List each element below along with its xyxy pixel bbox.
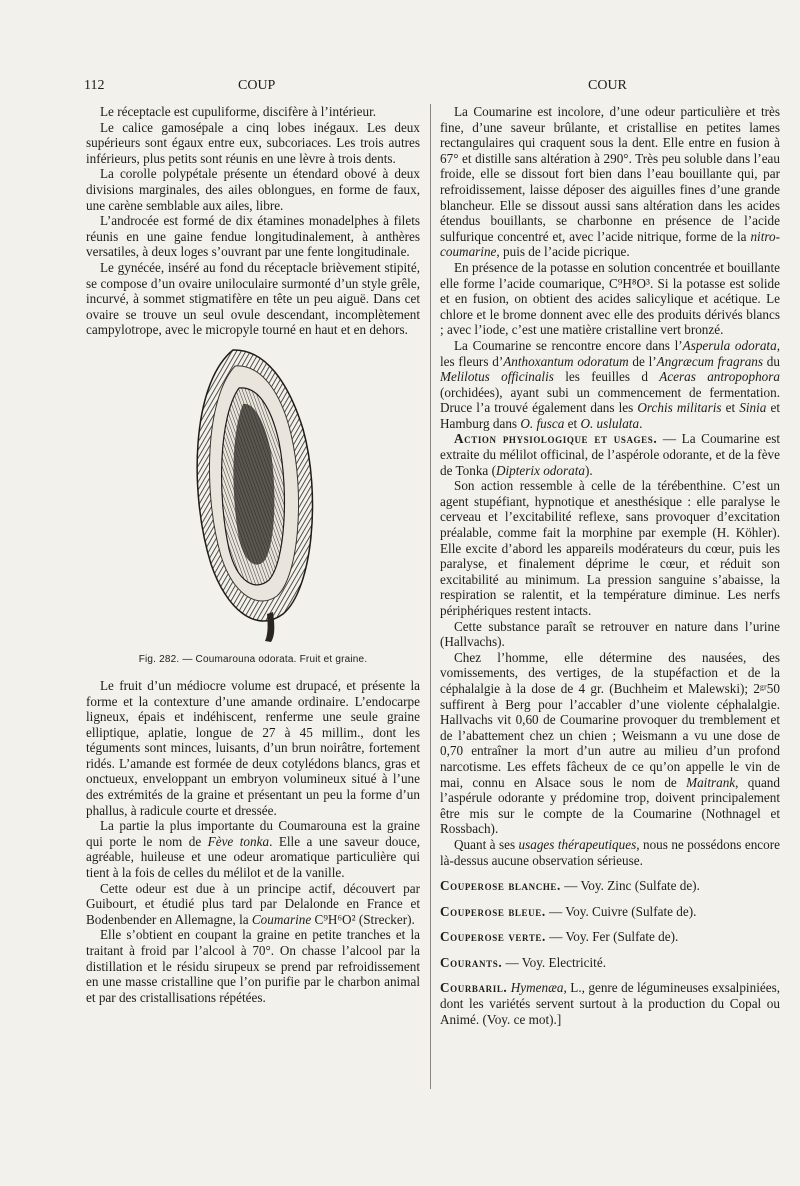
figure-282 xyxy=(86,344,420,674)
running-head-right: COUR xyxy=(588,78,627,93)
left-column xyxy=(86,104,420,1005)
paragraph: La Coumarine se rencontre encore dans l’Asperula odorata, les fleurs d’Anthoxantum odoratum de l’Angræcum fragrans du Melilotus officinalis les feuilles d Aceras antropophora (orchidées), ayant subi un commencement de fermentation. Druce l’a trouvé également dans les Orchis militaris et Sinia et Hamburg dans O. fusca et O. uslulata. xyxy=(440,337,780,431)
running-head-left: COUP xyxy=(238,78,276,93)
figure-caption: Fig. 282. — Coumarouna odorata. Fruit et graine. xyxy=(138,653,368,665)
dictionary-entry: Courbaril. Hymenæa, L., genre de légumineuses exsalpiniées, dont les variétés servent surtout à la production du Copal ou Animé. (Voy. ce mot).] xyxy=(440,980,780,1027)
paragraph: Cette odeur est due à un principe actif, découvert par Guibourt, et étudié plus tard par Delalonde en France et Bodenbender en Allemagne, la Coumarine C⁹H⁶O² (Strecker). xyxy=(86,880,420,927)
page-number: 112 xyxy=(84,78,105,93)
paragraph: Chez l’homme, elle détermine des nausées, des vomissements, des vertiges, de la stupéfaction et de la céphalalgie à la dose de 4 gr. (Buchheim et Malewski); 2ᵍʳ50 suffirent à Berg pour l’accabler d’une violente céphalalgie. Hallvachs vit 0,60 de Coumarine provoquer du tremblement et de l’abattement chez un chien ; Weismann a vu une dose de 0,70 entraîner la mort d’un autre au milieu d’un profond narcotisme. Les effets fâcheux de ce qu’on appelle le vin de mai, connu en Alsace sous le nom de Maitrank, quand l’aspérule odorante y prédomine trop, doivent principalement être mis sur le compte de la Coumarine (Nothnagel et Rossbach). xyxy=(440,649,780,837)
paragraph: Quant à ses usages thérapeutiques, nous ne possédons encore là-dessus aucune observation sérieuse. xyxy=(440,836,780,868)
paragraph: La Coumarine est incolore, d’une odeur particulière et très fine, d’une saveur brûlante, et cristallise en petites lames rectangulaires qui craquent sous la dent. Elle entre en fusion à 67° et distille sans altération à 290°. Très peu soluble dans l’eau froide, elle se dissout fort bien dans l’eau bouillante qui, par refroidissement, laisse déposer des aiguilles fines d’une grande blancheur. Elle se dissout aussi sans altération dans les acides étendus bouillants, se charbonne en présence de l’acide sulfurique concentré et, avec l’acide nitrique, forme de la nitro-coumarine, puis de l’acide picrique. xyxy=(440,104,780,260)
column-divider xyxy=(430,104,431,1089)
dictionary-entry: Couperose blanche. — Voy. Zinc (Sulfate de). xyxy=(440,878,700,894)
paragraph: L’androcée est formé de dix étamines monadelphes à filets réunis en une gaine fendue longitudinalement, à anthères versatiles, à deux loges s’ouvrant par une fente longitudinale. xyxy=(86,213,420,260)
page-header xyxy=(0,78,800,98)
paragraph: La corolle polypétale présente un étendard obové à deux divisions marginales, des ailes oblongues, en forme de faux, une carène semblable aux ailes, libre. xyxy=(86,166,420,213)
paragraph: Son action ressemble à celle de la térébenthine. C’est un agent stupéfiant, hypnotique et anesthésique : elle paralyse le cerveau et l’excitabilité reflexe, sans provoquer d’excitation préalable, comme fait la morphine par exemple (H. Köhler). Elle excite d’abord les appareils modérateurs du cœur, puis les paralyse, et finalement déprime le cœur, et réduit son excitabilité au minimum. La pression sanguine s’abaisse, la respiration se ralentit, et la température diminue. Les nerfs périphériques restent intacts. xyxy=(440,478,780,618)
paragraph: Le réceptacle est cupuliforme, discifère à l’intérieur. xyxy=(100,104,377,119)
dictionary-entry: Courants. — Voy. Electricité. xyxy=(440,954,606,970)
paragraph: Action physiologique et usages. — La Coumarine est extraite du mélilot officinal, de l’aspérole odorante, et de la fève de Tonka (Dipterix odorata). xyxy=(440,431,781,478)
section-heading: Action physiologique et usages. xyxy=(454,431,658,447)
paragraph: Cette substance paraît se retrouver en nature dans l’urine (Hallvachs). xyxy=(440,618,780,650)
dictionary-entry: Couperose verte. — Voy. Fer (Sulfate de). xyxy=(440,929,679,945)
dictionary-entry: Couperose bleue. — Voy. Cuivre (Sulfate de). xyxy=(440,903,697,919)
fruit-illustration xyxy=(171,344,331,644)
paragraph: La partie la plus importante du Coumarouna est la graine qui porte le nom de Fève tonka. Elle a une saveur douce, agréable, huileuse et une odeur aromatique particulière qui tient à la fois de celles du mélilot et de la vanille. xyxy=(86,818,421,881)
paragraph: En présence de la potasse en solution concentrée et bouillante elle forme l’acide coumarique, C⁹H⁸O³. Si la potasse est solide et en fusion, on obtient des acides salicylique et acétique. Le chlore et le brome donnent avec elle des produits dérivés blancs ; avec l’iode, c’est une matière cristalline vert bronzé. xyxy=(440,259,780,338)
paragraph: Le calice gamosépale a cinq lobes inégaux. Les deux supérieurs sont égaux entre eux, subcoriaces. Les trois autres inférieurs, plus petits sont réunis en une lèvre à trois dents. xyxy=(86,119,420,166)
paragraph: Elle s’obtient en coupant la graine en petite tranches et la traitant à froid par l’alcool à 70°. On chasse l’alcool par la distillation et le résidu sirupeux se prend par refroidissement en une masse cristalline que l’on purifie par le charbon animal et par des cristallisations répétées. xyxy=(86,927,420,1005)
paragraph: Le gynécée, inséré au fond du réceptacle brièvement stipité, se compose d’un ovaire uniloculaire surmonté d’un style grêle, incurvé, à sommet stigmatifère en tête un peu aiguë. Dans cet ovaire se trouve un seul ovule descendant, incomplètement campylotrope, avec le micropyle tourné en haut et en dehors. xyxy=(86,259,420,338)
right-column xyxy=(440,104,780,1027)
paragraph: Le fruit d’un médiocre volume est drupacé, et présente la forme et la contexture d’une amande ordinaire. L’endocarpe ligneux, épais et indéhiscent, renferme une seule graine elliptique, aplatie, longue de 27 à 45 millim., dont les téguments sont minces, luisants, d’un brun noirâtre, fortement ridés. L’amande est formée de deux cotylédons blancs, gras et onctueux, enveloppant un embryon volumineux situé à l’une des extrémités de la graine et présentant un peu la forme d’un phallus, à radicule courte et dressée. xyxy=(86,677,420,818)
